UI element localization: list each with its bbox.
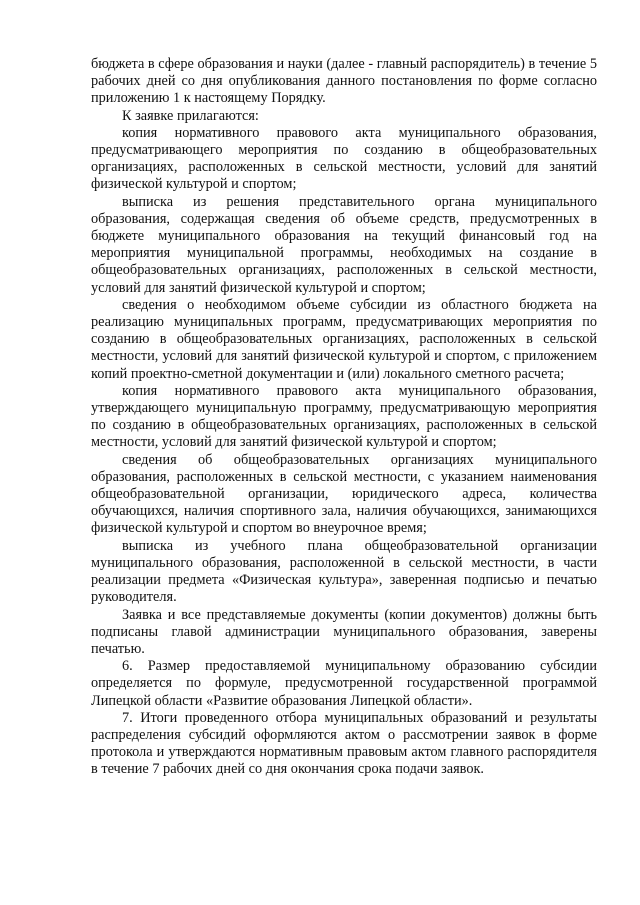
paragraph-item-subsidy-volume-info: сведения о необходимом объеме субсидии из областного бюджета на реализацию муниципальных программ, предусматривающих мероприятия по созданию в общеобразовательных организациях, расположенных в сельской местности, условий для занятий физической культурой и спортом, с приложением копий проектно-сметной документации и (или) локального сметного расчета; <box>91 296 597 382</box>
paragraph-section-7: 7. Итоги проведенного отбора муниципальных образований и результаты распределения субсидий оформляются актом о рассмотрении заявок в форме протокола и утверждаются нормативным правовым актом главного распорядителя в течение 7 рабочих дней со дня окончания срока подачи заявок. <box>91 709 597 778</box>
document-page <box>91 56 597 779</box>
paragraph-item-organizations-info: сведения об общеобразовательных организациях муниципального образования, расположенных в сельской местности, с указанием наименования общеобразовательной организации, юридического адреса, количества обучающихся, наличия спортивного зала, наличия обучающихся, занимающихся физической культурой и спортом во внеурочное время; <box>91 451 597 537</box>
paragraph-item-council-decision-extract: выписка из решения представительного органа муниципального образования, содержащая сведения об объеме средств, предусмотренных в бюджете муниципального образования на текущий финансовый год на мероприятия муниципальной программы, необходимых на создание в общеобразовательных организациях, расположенных в сельской местности, условий для занятий физической культурой и спортом; <box>91 193 597 296</box>
paragraph-attachments-heading: К заявке прилагаются: <box>122 107 259 124</box>
paragraph-section-6: 6. Размер предоставляемой муниципальному образованию субсидии определяется по формуле, предусмотренной государственной программой Липецкой области «Развитие образования Липецкой области». <box>91 658 597 709</box>
paragraph-continuation: бюджета в сфере образования и науки (далее - главный распорядитель) в течение 5 рабочих дней со дня опубликования данного постановления по форме согласно приложению 1 к настоящему Порядку. <box>91 56 597 107</box>
paragraph-signing-requirements: Заявка и все представляемые документы (копии документов) должны быть подписаны главой администрации муниципального образования, заверены печатью. <box>91 606 597 657</box>
paragraph-item-curriculum-extract: выписка из учебного плана общеобразовательной организации муниципального образования, расположенной в сельской местности, в части реализации предмета «Физическая культура», заверенная подписью и печатью руководителя. <box>91 537 597 606</box>
paragraph-item-program-act-copy: копия нормативного правового акта муниципального образования, предусматривающего мероприятия по созданию в общеобразовательных организациях, расположенных в сельской местности, условий для занятий физической культурой и спортом; <box>91 124 597 193</box>
paragraph-item-approved-program-copy: копия нормативного правового акта муниципального образования, утверждающего муниципальную программу, предусматривающую мероприятия по созданию в общеобразовательных организациях, расположенных в сельской местности, условий для занятий физической культурой и спортом; <box>91 382 597 451</box>
